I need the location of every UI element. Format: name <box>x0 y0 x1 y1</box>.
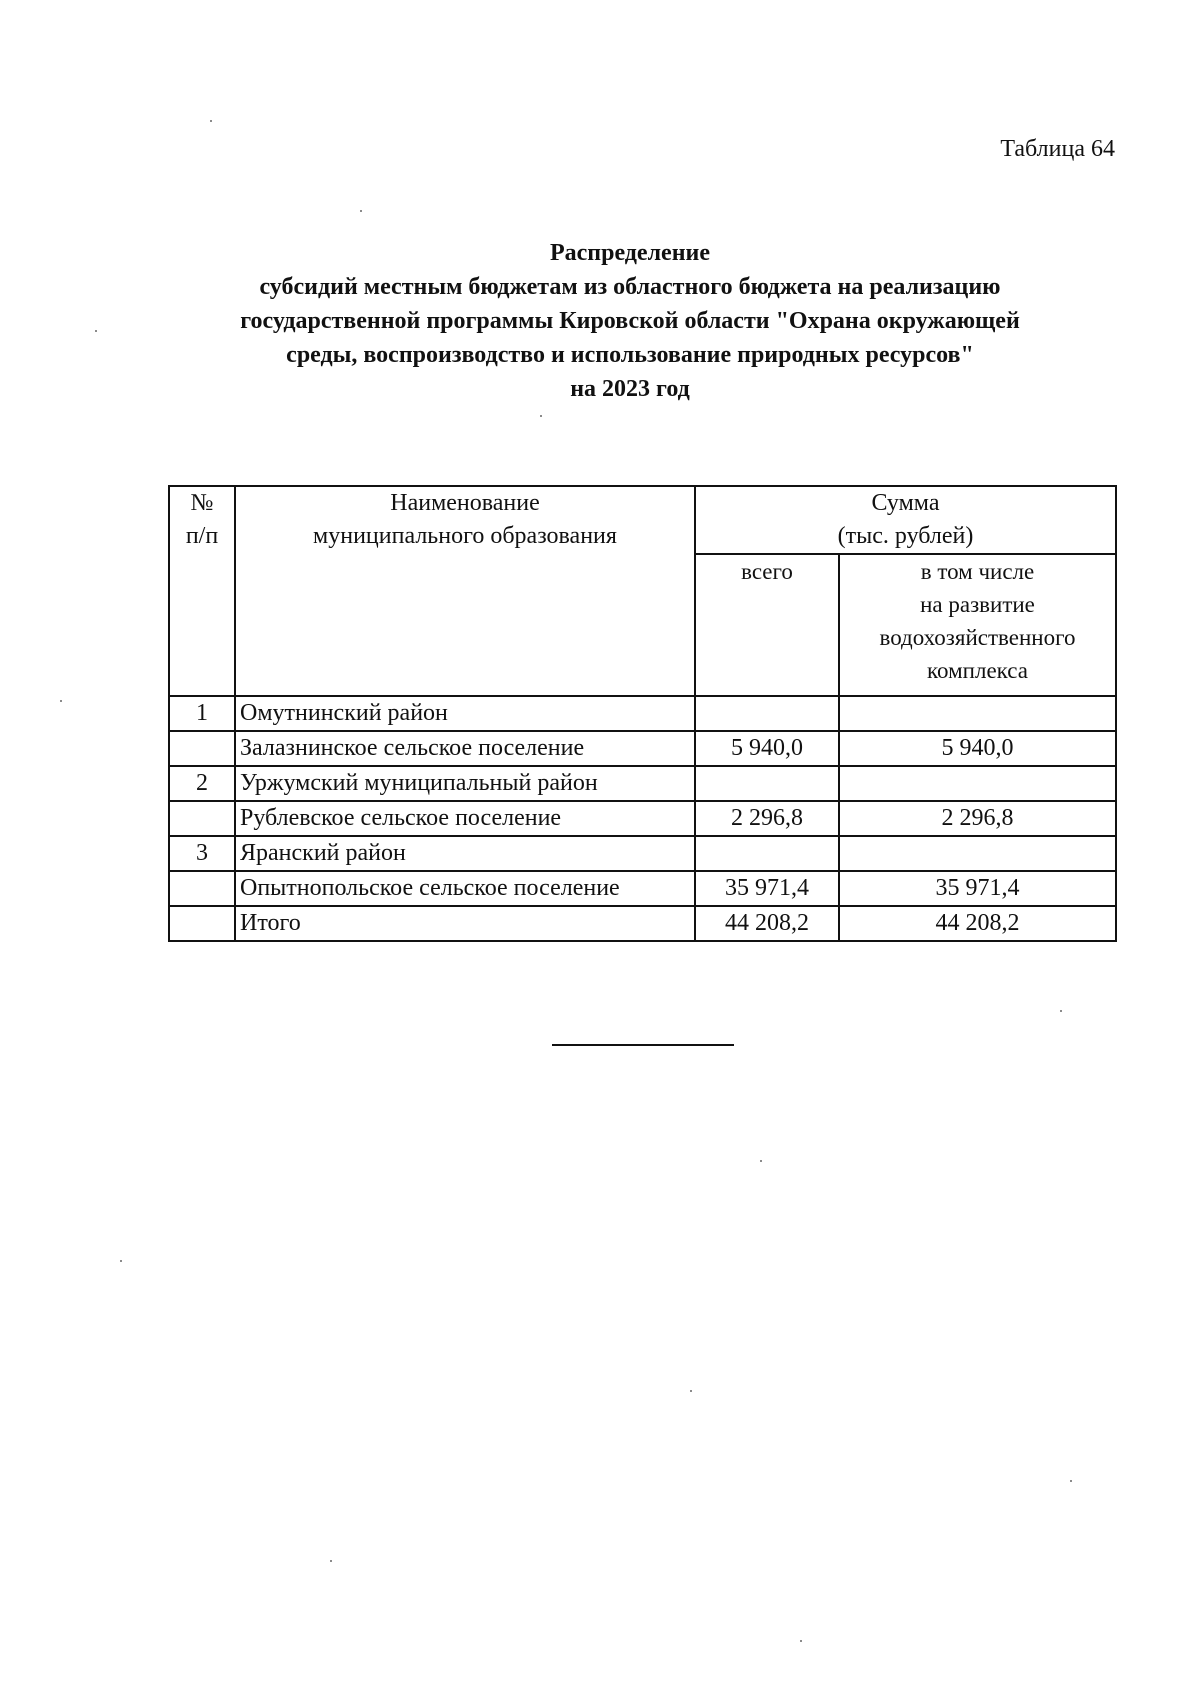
table-row <box>169 836 1116 871</box>
scan-speck <box>210 120 212 122</box>
scan-speck <box>120 1260 122 1262</box>
table-row <box>169 801 1116 836</box>
table-row <box>169 871 1116 906</box>
cell-water: 44 208,2 <box>839 906 1116 941</box>
cell-water: 2 296,8 <box>839 801 1116 836</box>
cell-water <box>839 696 1116 731</box>
table-number-label: Таблица 64 <box>1000 136 1115 162</box>
cell-number: 3 <box>169 836 235 871</box>
scan-speck <box>800 1640 802 1642</box>
subsidy-table <box>168 485 1117 942</box>
cell-water <box>839 836 1116 871</box>
cell-name: Залазнинское сельское поселение <box>235 731 695 766</box>
header-name-line: Наименование <box>390 490 540 516</box>
title-line: субсидий местным бюджетам из областного бюджета на реализацию <box>259 274 1001 300</box>
cell-number <box>169 871 235 906</box>
cell-number <box>169 906 235 941</box>
header-water-line: в том числе <box>920 559 1035 584</box>
cell-total: 44 208,2 <box>695 906 839 941</box>
cell-name: Опытнопольское сельское поселение <box>235 871 695 906</box>
title-line: Распределение <box>549 240 711 266</box>
header-name-line: муниципального образования <box>313 523 617 549</box>
table-total-row <box>169 906 1116 941</box>
scan-speck <box>760 1160 762 1162</box>
header-number-line: № <box>190 490 214 516</box>
cell-name: Итого <box>235 906 695 941</box>
table-row <box>169 766 1116 801</box>
cell-total: 5 940,0 <box>695 731 839 766</box>
header-number-line: п/п <box>185 523 219 549</box>
title-line: государственной программы Кировской области "Охрана окружающей <box>240 308 1020 334</box>
header-water-line: комплекса <box>927 658 1028 683</box>
table-row <box>169 731 1116 766</box>
document-title <box>150 236 1110 406</box>
cell-water <box>839 766 1116 801</box>
header-sum <box>695 486 1116 554</box>
cell-total: 35 971,4 <box>695 871 839 906</box>
cell-total <box>695 766 839 801</box>
cell-number: 1 <box>169 696 235 731</box>
scan-speck <box>360 210 362 212</box>
header-water-line: на развитие <box>920 592 1035 617</box>
cell-number <box>169 801 235 836</box>
cell-total <box>695 836 839 871</box>
title-line: на 2023 год <box>570 376 690 402</box>
cell-name: Яранский район <box>235 836 695 871</box>
cell-total: 2 296,8 <box>695 801 839 836</box>
title-line: среды, воспроизводство и использование природных ресурсов" <box>286 342 974 368</box>
header-sum-line: (тыс. рублей) <box>837 523 974 549</box>
cell-name: Уржумский муниципальный район <box>235 766 695 801</box>
scan-speck <box>95 330 97 332</box>
end-rule <box>552 1044 734 1046</box>
header-water-complex <box>839 554 1116 696</box>
header-water-line: водохозяйственного <box>879 625 1076 650</box>
header-sum-line: Сумма <box>871 490 940 516</box>
scan-speck <box>690 1390 692 1392</box>
scan-speck <box>540 415 542 417</box>
cell-number <box>169 731 235 766</box>
scan-speck <box>1060 1010 1062 1012</box>
cell-water: 35 971,4 <box>839 871 1116 906</box>
table-row <box>169 696 1116 731</box>
header-number <box>169 486 235 696</box>
scan-speck <box>330 1560 332 1562</box>
cell-number: 2 <box>169 766 235 801</box>
header-name <box>235 486 695 696</box>
cell-total <box>695 696 839 731</box>
cell-name: Омутнинский район <box>235 696 695 731</box>
scan-speck <box>1070 1480 1072 1482</box>
cell-name: Рублевское сельское поселение <box>235 801 695 836</box>
header-total: всего <box>695 554 839 696</box>
cell-water: 5 940,0 <box>839 731 1116 766</box>
scan-speck <box>60 700 62 702</box>
